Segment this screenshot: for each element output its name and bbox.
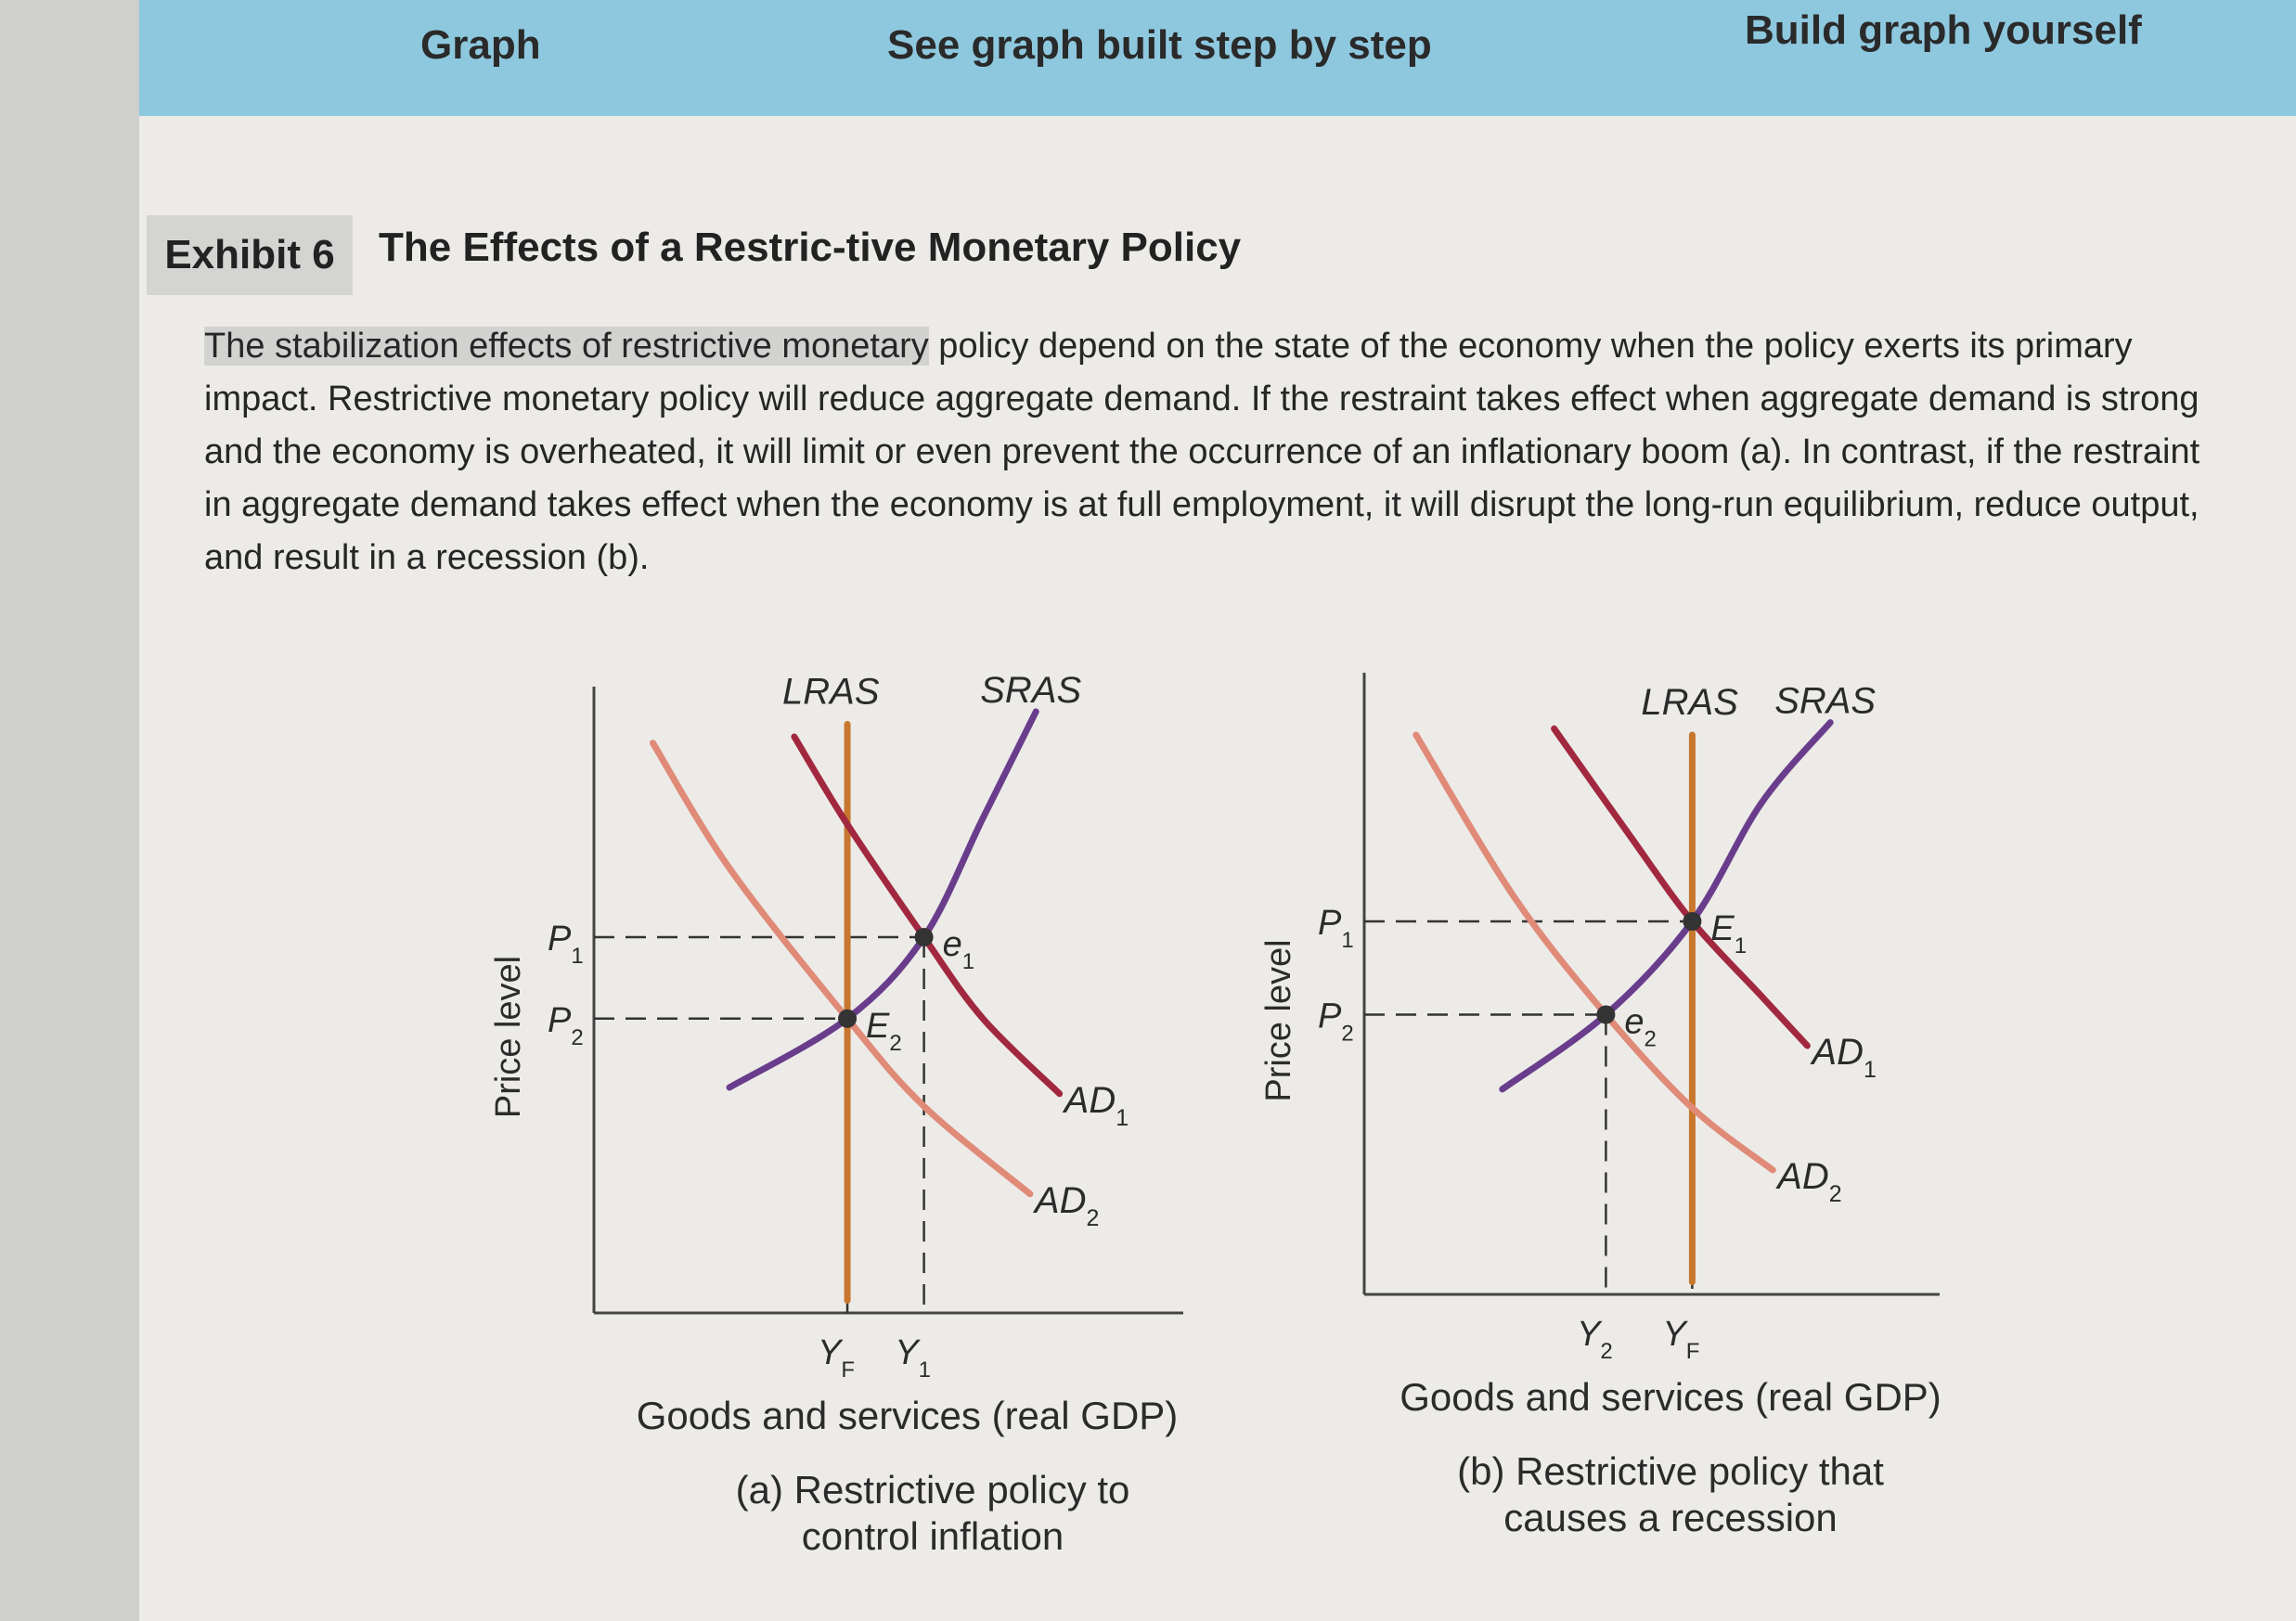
- label-lras-a: LRAS: [782, 671, 880, 713]
- tab-step-by-step[interactable]: See graph built step by step: [887, 22, 1432, 68]
- caption-line2-a: control inflation: [801, 1514, 1064, 1558]
- highlighted-text: The stabilization effects of restrictive monetary: [204, 327, 929, 366]
- caption-line1-b: (b) Restrictive policy that: [1457, 1449, 1884, 1493]
- caption-line2-b: causes a recession: [1503, 1496, 1838, 1539]
- exhibit-badge: Exhibit 6: [147, 215, 353, 295]
- label-e1-b: $E_1$: [1710, 909, 1748, 958]
- tick-yf-a: $Y_F$: [818, 1333, 856, 1383]
- tab-build-yourself[interactable]: Build graph yourself: [1745, 7, 2142, 53]
- point-e2-b: [1596, 1006, 1615, 1024]
- tick-p1-a: $P_1$: [548, 920, 584, 969]
- tab-graph[interactable]: Graph: [420, 22, 541, 68]
- label-lras-b: LRAS: [1641, 682, 1738, 723]
- description-rest: policy depend on the state of the economy when the policy exerts its primary impact. Restrictive monetary policy will reduce aggregate demand. If the restraint takes effect when aggregate demand is strong and the economy is overheated, it will limit or even prevent the occurrence of an inflationary boom (a). In contrast, if the restraint in aggregate demand takes effect when the economy is at full employment, it will disrupt the long-run equilibrium, reduce output, and result in a recession (b).: [204, 327, 2200, 577]
- ylabel-a: Price level: [489, 955, 528, 1119]
- tick-p1-b: $P_1$: [1318, 904, 1354, 953]
- caption-line1-a: (a) Restrictive policy to: [735, 1468, 1130, 1512]
- point-e1-a: [915, 928, 934, 946]
- label-e2-a: $E_2$: [866, 1006, 902, 1056]
- label-sras-a: SRAS: [980, 670, 1082, 711]
- label-sras-b: SRAS: [1774, 680, 1877, 722]
- label-ad1-a: $AD_1$: [1064, 1079, 1129, 1131]
- xlabel-b: Goods and services (real GDP): [1400, 1375, 1941, 1419]
- label-e1-a: $e_1$: [942, 925, 975, 974]
- tick-y2-b: $Y_2$: [1577, 1315, 1613, 1364]
- exhibit-title: The Effects of a Restric-tive Monetary Policy: [379, 225, 1242, 270]
- tick-y1-a: $Y_1$: [895, 1333, 931, 1383]
- point-e1-b: [1683, 912, 1701, 931]
- ylabel-b: Price level: [1259, 939, 1298, 1102]
- label-ad2-b: $AD_2$: [1777, 1156, 1842, 1207]
- curve-sras-b: [1503, 723, 1830, 1089]
- xlabel-a: Goods and services (real GDP): [636, 1394, 1179, 1437]
- label-ad1-b: $AD_1$: [1812, 1032, 1877, 1083]
- label-ad2-a: $AD_2$: [1034, 1179, 1100, 1231]
- tick-p2-a: $P_2$: [548, 1000, 584, 1050]
- tick-p2-b: $P_2$: [1318, 997, 1354, 1046]
- tick-yf-b: $Y_F$: [1662, 1315, 1700, 1364]
- point-e2-a: [838, 1010, 857, 1028]
- label-e2-b: $e_2$: [1624, 1002, 1657, 1051]
- curve-ad1-a: [794, 737, 1060, 1094]
